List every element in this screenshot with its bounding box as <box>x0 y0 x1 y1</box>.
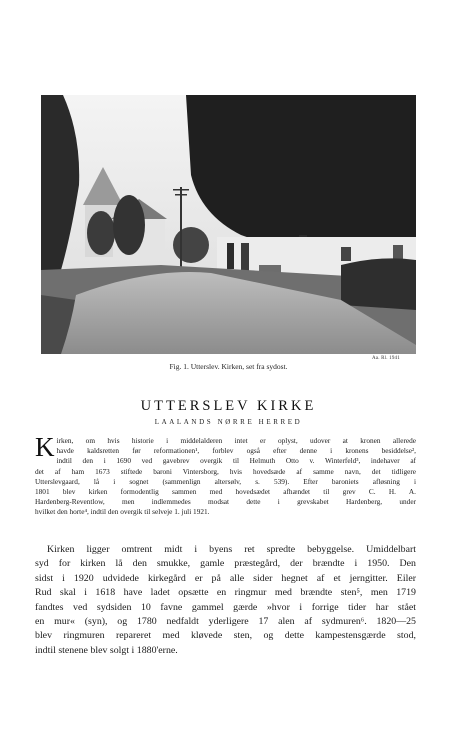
body-line: en mur« (syn), og 1780 nedfaldt yderligere 17 alen af sydmuren⁶. 1820—25 <box>35 616 416 628</box>
church-photograph <box>41 95 416 354</box>
page-title: UTTERSLEV KIRKE <box>140 398 317 414</box>
body-paragraph <box>35 543 416 658</box>
intro-line: 1801 blev kirken formodentlig sammen med hovedsædet afhændet til grev C. H. A. <box>35 487 416 497</box>
intro-line: havde kaldsretten før reformationen¹, forblev også efter denne i kronens besiddelse², <box>56 446 416 456</box>
intro-line: irken, om hvis historie i middelalderen intet er oplyst, udover at kronen allerede <box>56 436 416 445</box>
intro-paragraph <box>35 432 416 518</box>
body-line: sidst i 1920 udvidede kirkegård er på alle sider hegnet af et jerngitter. Eiler <box>35 572 416 584</box>
page-subtitle: LAALANDS NØRRE HERRED <box>154 418 303 426</box>
body-line: blev ringmuren repareret med kløvede sten, og dette kampestensgærde stod, <box>35 630 416 642</box>
body-line: Kirken ligger omtrent midt i byens ret spredte bebyggelse. Umiddelbart <box>47 544 416 555</box>
intro-line: Hardenberg-Reventlow, men indlemmedes modsat dette i grevskabet Hardenberg, under <box>35 497 416 507</box>
figure-caption: Fig. 1. Utterslev. Kirken, set fra sydost. <box>169 362 288 371</box>
body-line: syd for kirken lå den smukke, gamle præstegård, der brændte i 1950. Den <box>35 558 416 570</box>
body-line: indtil stenene blev solgt i 1880'erne. <box>35 644 178 656</box>
photo-credit: Aa. Rl. 1941 <box>372 356 400 361</box>
intro-line: det af ham 1673 stiftede baroni Vintersborg, hvis hovedsæde af samme navn, det tidligere <box>35 466 416 476</box>
intro-line: hvilket den horte⁴, indtil den overgik til selveje 1. juli 1921. <box>35 507 210 517</box>
body-line: Rud skal i 1618 have ladet opsætte en ringmur med brændte sten⁵, men 1719 <box>35 587 416 599</box>
intro-line: Utterslevgaard, lå i sognet (sammenlign altersølv, s. 539). Efter baroniets afløsning i <box>35 476 416 486</box>
drop-capital: K <box>35 432 55 462</box>
intro-line: indtil den i 1690 ved gavebrev overgik til Helmuth Otto v. Winterfeld³, indehaver af <box>56 456 416 466</box>
body-line: fandtes ved sydsiden 10 favne gammel gærde »hvor i forrige tider har stået <box>35 601 416 613</box>
